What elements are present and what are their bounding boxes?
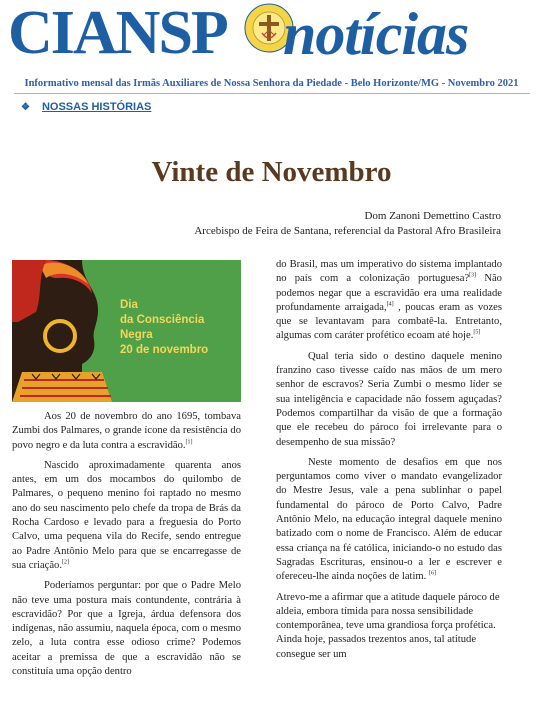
poster-line: Negra bbox=[120, 329, 153, 341]
footnote-ref[interactable]: [5] bbox=[473, 329, 481, 336]
brand-logo-right: notícias bbox=[283, 1, 469, 67]
poster-line: 20 de novembro bbox=[120, 344, 209, 356]
paragraph: Qual teria sido o destino daquele menino franzino caso tivesse caído nas mãos de um mero senhor de escravos? Seria Zumbi o mesmo líder se sua inteligência e capacidade não fossem aguçadas? Podemos compartilhar da visão de que a formação que ele recebeu do pároco foi irrelevante para o desempenho de sua missão? bbox=[276, 350, 502, 448]
paragraph: Aos 20 de novembro do ano 1695, tombava Zumbi dos Palmares, o grande ícone da resistência do povo negro e da luta contra a escravidão.[1] bbox=[12, 411, 241, 451]
section-link[interactable]: NOSSAS HISTÓRIAS bbox=[41, 101, 152, 113]
paragraph: Atrevo-me a afirmar que a atitude daquele pároco de aldeia, embora tímida para nossa sensibilidade contemporânea, teve uma grandiosa força profética. Ainda hoje, passados trezentos anos, tal atitude consegue ser um bbox=[276, 591, 500, 660]
paragraph: Nascido aproximadamente quarenta anos antes, em um dos mocambos do quilombo de Palmares, o pequeno menino foi raptado no mesmo ano do seu nascimento pelo chefe da tropa de Brás da Rocha Cardoso e levado para a freguesia do Porto Calvo, uma pequena vila do Recife, sendo entregue ao Padre Antônio Melo para que se encarregasse de sua criação.[2] bbox=[12, 459, 241, 571]
footnote-ref[interactable]: [3] bbox=[469, 272, 477, 279]
poster-line: Dia bbox=[120, 299, 138, 311]
paragraph: Neste momento de desafios em que nos perguntamos como viver o mandato evangelizador do Mestre Jesus, vale a pena sublinhar o papel fundamental do pároco de Porto Calvo, Padre Antônio Melo, na educação integral daquele menino batizado com o nome de Francisco. Além de educar essa criança na fé católica, iniciando-o no estudo das Sagradas Escrituras, ensinou-o a ler e escrever e ofereceu-lhe ainda noções de latim. [6] bbox=[276, 456, 502, 583]
header-divider bbox=[14, 93, 530, 94]
masthead bbox=[0, 0, 543, 72]
poster-line: da Consciência bbox=[120, 314, 205, 326]
footnote-ref[interactable]: [2] bbox=[62, 559, 69, 566]
brand-logo-left: CIANSP bbox=[8, 0, 227, 67]
article-title: Vinte de Novembro bbox=[151, 156, 392, 188]
footnote-ref[interactable]: [6] bbox=[428, 570, 436, 577]
author-block bbox=[194, 209, 501, 239]
article-column-right bbox=[276, 258, 502, 668]
section-heading[interactable] bbox=[21, 101, 151, 113]
diamond-bullet-icon: ❖ bbox=[21, 102, 30, 113]
article-column-left bbox=[12, 410, 241, 685]
poster-caption bbox=[120, 298, 238, 358]
newsletter-subtitle: Informativo mensal das Irmãs Auxiliares de Nossa Senhora da Piedade - Belo Horizonte/MG - Novembro 2021 bbox=[24, 78, 519, 89]
author-role: Arcebispo de Feira de Santana, referencial da Pastoral Afro Brasileira bbox=[194, 225, 501, 237]
consciencia-negra-poster bbox=[12, 260, 241, 402]
author-name: Dom Zanoni Demettino Castro bbox=[364, 210, 501, 222]
paragraph: Poderíamos perguntar: por que o Padre Melo não teve uma postura mais contundente, contrária à escravidão? Por que a Igreja, árdua defensora dos indígenas, não assumiu, naquela época, com o mesmo zelo, a luta contra esse odioso crime? Podemos aceitar a premissa de que a escravidão não se constituía uma opção dentro bbox=[12, 580, 241, 678]
paragraph: do Brasil, mas um imperativo do sistema implantado no país com a colonização portuguesa?[3] Não podemos negar que a escravidão era uma realidade profundamente arraigada,[4] , poucas eram as vozes que se levantavam para combatê-la. Entretanto, algumas com caráter profético ecoam até hoje.[5] bbox=[276, 259, 502, 342]
footnote-ref[interactable]: [1] bbox=[185, 439, 193, 446]
footnote-ref[interactable]: [4] bbox=[386, 301, 394, 308]
